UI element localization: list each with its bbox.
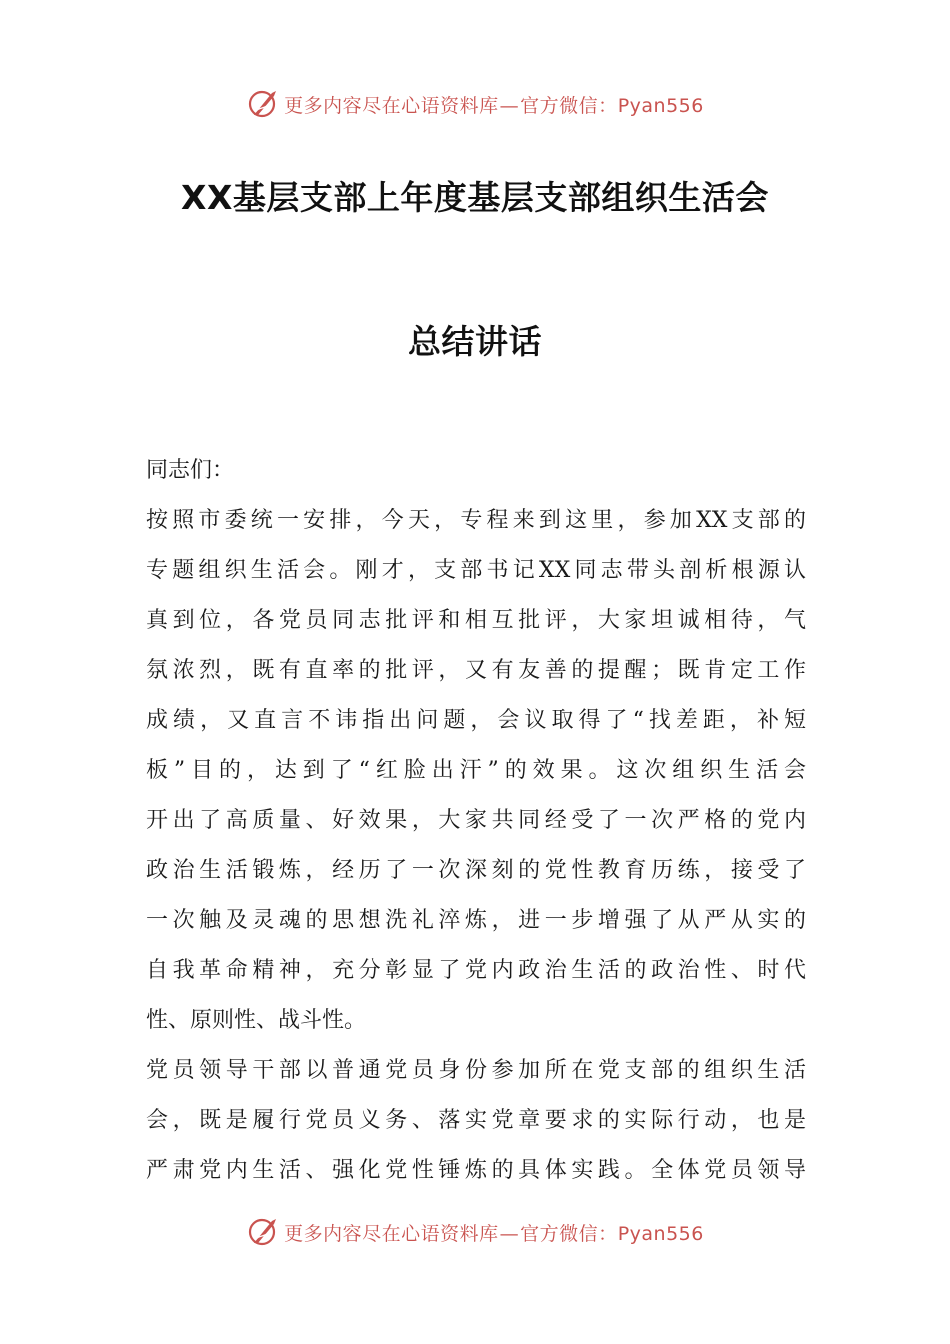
body-line: 成绩，又直言不讳指出问题，会议取得了“找差距，补短	[146, 708, 806, 733]
body-line: 一次触及灵魂的思想洗礼淬炼，进一步增强了从严从实的	[146, 908, 806, 933]
watermark-text: 更多内容尽在心语资料库	[284, 94, 499, 117]
body-line: 真到位，各党员同志批评和相互批评，大家坦诚相待，气	[146, 608, 806, 633]
document-title-line2: 总结讲话	[408, 322, 542, 361]
watermark-id: Pyan556	[617, 1222, 704, 1245]
document-body	[146, 446, 806, 1196]
body-line: 会，既是履行党员义务、落实党章要求的实际行动，也是	[146, 1108, 806, 1133]
watermark-separator: —	[499, 1222, 520, 1245]
body-line: 专题组织生活会。刚才，支部书记XX同志带头剖析根源认	[146, 558, 806, 583]
body-line: 自我革命精神，充分彰显了党内政治生活的政治性、时代	[146, 958, 806, 983]
watermark-separator: —	[499, 94, 520, 117]
watermark-label: 官方微信：	[520, 94, 618, 117]
document-title-line1: XX基层支部上年度基层支部组织生活会	[181, 178, 769, 217]
body-line: 性、原则性、战斗性。	[146, 1008, 367, 1033]
body-line: 开出了高质量、好效果，大家共同经受了一次严格的党内	[146, 808, 806, 833]
pen-logo-icon	[246, 1213, 282, 1249]
body-line: 板”目的，达到了“红脸出汗”的效果。这次组织生活会	[146, 758, 806, 783]
footer-watermark	[0, 1212, 950, 1252]
watermark-text: 更多内容尽在心语资料库	[284, 1222, 499, 1245]
header-watermark	[0, 84, 950, 124]
body-line: 严肃党内生活、强化党性锤炼的具体实践。全体党员领导	[146, 1158, 806, 1183]
body-line: 党员领导干部以普通党员身份参加所在党支部的组织生活	[146, 1058, 806, 1083]
pen-logo-icon	[246, 85, 282, 121]
body-line-salutation: 同志们：	[146, 458, 235, 483]
body-line: 政治生活锻炼，经历了一次深刻的党性教育历练，接受了	[146, 858, 806, 883]
body-line: 氛浓烈，既有直率的批评，又有友善的提醒；既肯定工作	[146, 658, 806, 683]
watermark-id: Pyan556	[617, 94, 704, 117]
body-line: 按照市委统一安排，今天，专程来到这里，参加XX支部的	[146, 508, 806, 533]
watermark-label: 官方微信：	[520, 1222, 618, 1245]
